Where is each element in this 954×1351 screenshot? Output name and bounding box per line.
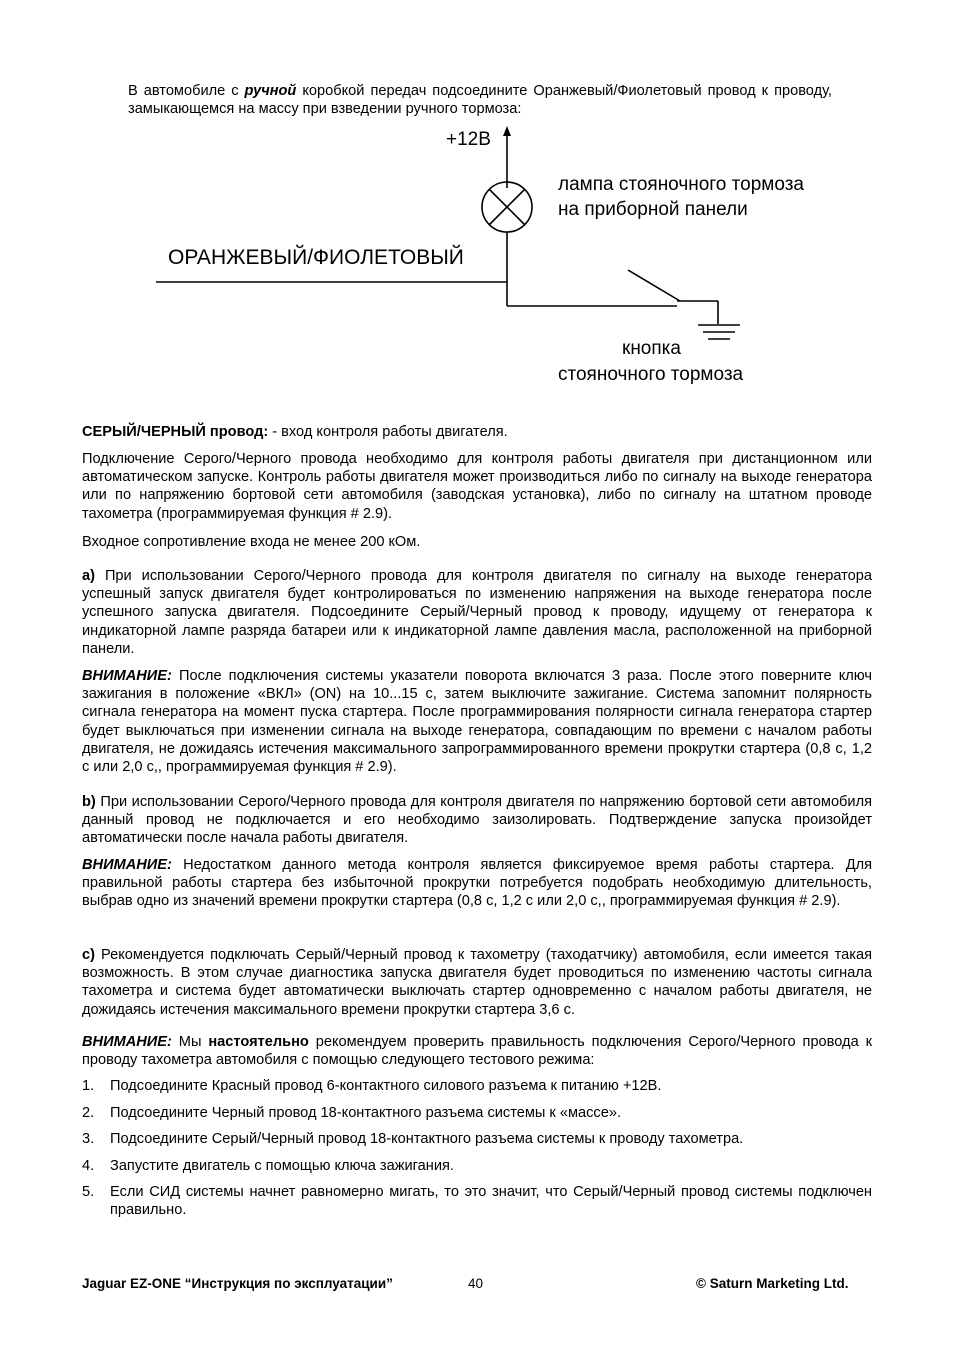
list-item-text: Если СИД системы начнет равномерно мигать, то это значит, что Серый/Черный провод системы подключен правильно.	[110, 1184, 872, 1219]
warning-1-text: После подключения системы указатели поворота включатся 3 раза. После этого поверните ключ зажигания в положение «ВКЛ» (ON) на 10...15 с, затем выключите зажигание. Система запомнит полярность сигнала генератора на момент пуска стартера. После программирования полярности сигнала генератора стартер будет выключаться при изменении сигнала на выходе генератора, совпадающим по времени с началом работы двигателя, не дожидаясь истечения максимального запрограммированного времени прокрутки стартера (0,8 с, 1,2 с или 2,0 с,, программируемая функция # 2.9).	[82, 668, 872, 776]
intro-text-start: В автомобиле с	[128, 83, 245, 99]
list-item-text: Подсоедините Красный провод 6-контактного силового разъема к питанию +12В.	[110, 1078, 662, 1094]
footer-title: Jaguar EZ-ONE “Инструкция по эксплуатации”	[82, 1276, 393, 1291]
paragraph-1: Подключение Серого/Черного провода необходимо для контроля работы двигателя при дистанционном или автоматическом запуске. Контроль работы двигателя может производиться либо по сигналу на выходе генератора или по напряжению бортовой сети автомобиля (заводская установка), либо по сигналу на штатном проводе тахометра (программируемая функция # 2.9).	[82, 451, 872, 522]
section-heading	[82, 423, 872, 441]
list-item-number: 2.	[82, 1105, 95, 1121]
list-item-number: 3.	[82, 1131, 95, 1147]
supply-arrow	[503, 126, 511, 136]
list-item-text: Запустите двигатель с помощью ключа зажигания.	[110, 1158, 454, 1174]
warning-1	[82, 667, 872, 776]
list-item-text: Подсоедините Черный провод 18-контактного разъема системы к «массе».	[110, 1105, 622, 1121]
list-item-text: Подсоедините Серый/Черный провод 18-контактного разъема системы к проводу тахометра.	[110, 1131, 744, 1147]
paragraph-a-label: а)	[82, 568, 95, 584]
button-label-line1: кнопка	[622, 338, 681, 359]
paragraph-a	[82, 567, 872, 658]
paragraph-b-label: b)	[82, 794, 96, 810]
warning-2-label: ВНИМАНИЕ:	[82, 857, 172, 873]
lamp-label-line1: лампа стояночного тормоза	[558, 174, 804, 195]
warning-2-text: Недостатком данного метода контроля является фиксируемое время работы стартера. Для правильной работы стартера без избыточной прокрутки потребуется подобрать необходимую длительность, выбрав одно из значений времени прокрутки стартера (0,8 с, 1,2 с или 2,0 с,, программируемая функция # 2.9).	[82, 857, 872, 910]
paragraph-c-label: c)	[82, 947, 95, 963]
section-heading-rest: - вход контроля работы двигателя.	[268, 424, 508, 440]
list-item-number: 5.	[82, 1184, 95, 1200]
supply-label: +12В	[446, 129, 491, 150]
wire-label: ОРАНЖЕВЫЙ/ФИОЛЕТОВЫЙ	[168, 246, 464, 269]
warning-3	[82, 1033, 872, 1069]
paragraph-2: Входное сопротивление входа не менее 200 кОм.	[82, 534, 421, 550]
paragraph-b	[82, 793, 872, 848]
footer-copyright: © Saturn Marketing Ltd.	[696, 1276, 849, 1291]
lamp-label-line2: на приборной панели	[558, 199, 748, 220]
button-label-line2: стояночного тормоза	[558, 364, 744, 385]
warning-3-label: ВНИМАНИЕ:	[82, 1034, 172, 1050]
intro-paragraph	[128, 82, 832, 118]
list-item-number: 4.	[82, 1158, 95, 1174]
paragraph-c-text: Рекомендуется подключать Серый/Черный провод к тахометру (таходатчику) автомобиля, если имеется такая возможность. В этом случае диагностика запуска двигателя будет проводиться по изменению частоты сигнала тахометра и система будет автоматически выключать стартер одновременно с началом работы двигателя, не дожидаясь истечения максимального времени прокрутки стартера 3,6 с.	[82, 947, 872, 1018]
warning-3-text-start: Мы	[171, 1034, 209, 1050]
warning-3-emphasis: настоятельно	[208, 1034, 309, 1050]
intro-emphasis: ручной	[244, 83, 297, 99]
warning-1-label: ВНИМАНИЕ:	[82, 668, 172, 684]
section-heading-bold: СЕРЫЙ/ЧЕРНЫЙ провод:	[82, 424, 269, 440]
list-item-number: 1.	[82, 1078, 95, 1094]
parking-brake-switch	[628, 270, 680, 301]
paragraph-c	[82, 946, 872, 1019]
warning-3-text-end: рекомендуем проверить правильность подключения Серого/Черного провода к проводу тахометра автомобиля с помощью следующего тестового режима:	[82, 1034, 872, 1069]
wiring-diagram	[150, 118, 810, 398]
intro-text-end: коробкой передач подсоедините Оранжевый/Фиолетовый провод к проводу, замыкающемся на массу при взведении ручного тормоза:	[128, 83, 832, 118]
paragraph-a-text: При использовании Серого/Черного провода для контроля двигателя по сигналу на выходе генератора успешный запуск двигателя будет контролироваться по изменению напряжения на выходе генератора после успешного запуска двигателя. Подсоедините Серый/Черный провод к проводу, идущему от генератора к индикаторной лампе разряда батареи или к индикаторной лампе давления масла, расположенной на приборной панели.	[82, 568, 872, 657]
paragraph-b-text: При использовании Серого/Черного провода для контроля двигателя по напряжению бортовой сети автомобиля данный провод не подключается и его необходимо заизолировать. Подтверждение запуска произойдет автоматически после начала работы двигателя.	[82, 794, 872, 847]
warning-2	[82, 856, 872, 911]
page-number: 40	[468, 1276, 484, 1291]
